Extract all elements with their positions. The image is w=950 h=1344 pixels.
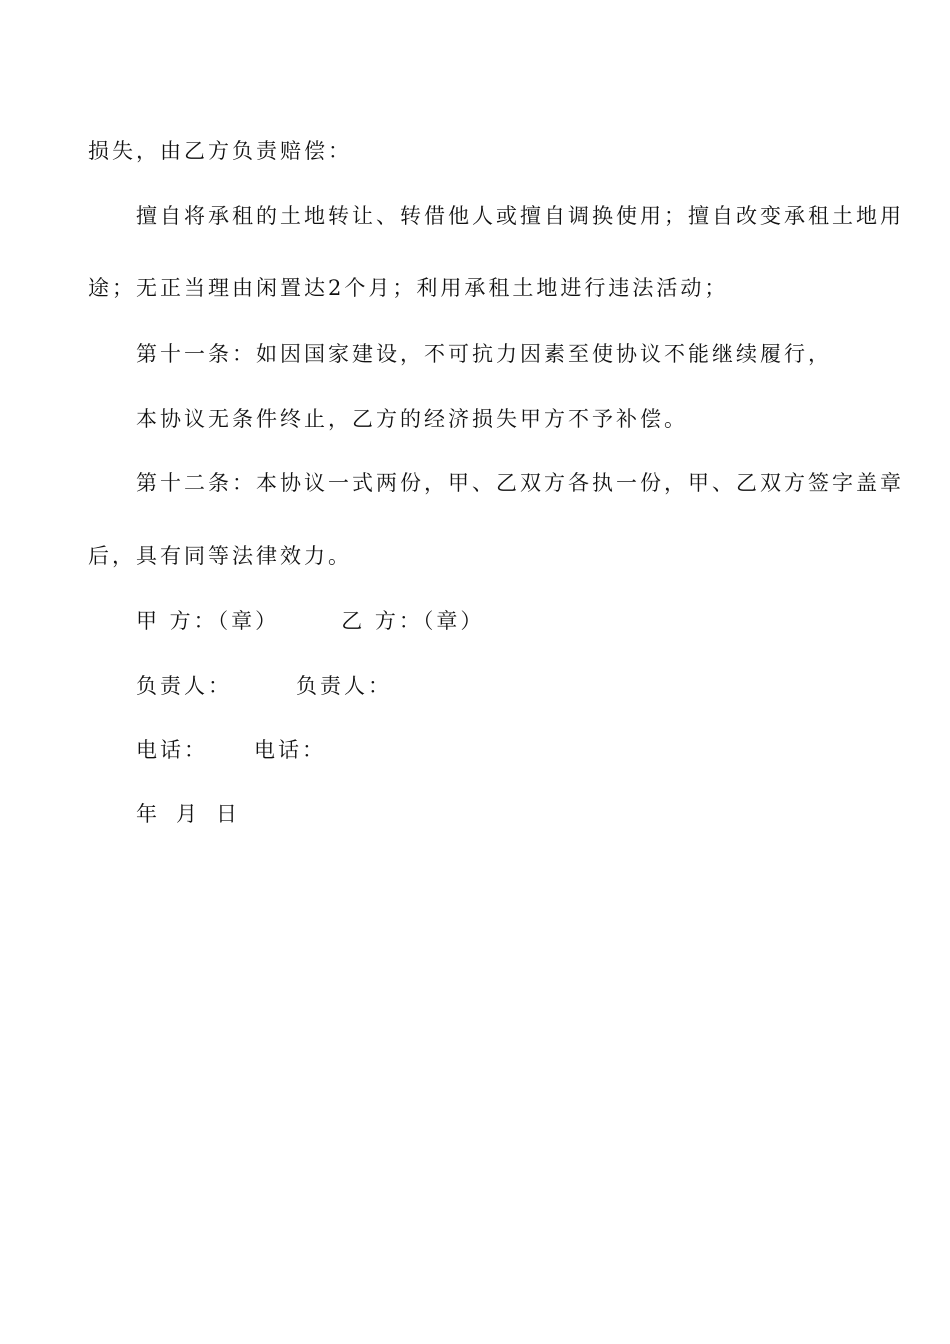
date-day: 日 [216,802,240,826]
article-11-line-1: 第十一条：如因国家建设，不可抗力因素至使协议不能继续履行， [136,342,832,366]
article-12-line-1: 第十二条：本协议一式两份，甲、乙双方各执一份，甲、乙双方签字盖章 [136,471,904,495]
party-b-responsible-person: 负责人： [296,674,392,698]
party-a-seal: 甲 方：（章） [136,609,280,633]
party-a-responsible-person: 负责人： [136,674,232,698]
party-b-phone: 电话： [254,738,326,762]
date-row [136,800,240,828]
article-12-line-2: 后，具有同等法律效力。 [88,544,352,568]
seal-row [136,607,484,635]
paragraph-loss-compensation: 损失，由乙方负责赔偿： [88,139,352,163]
party-a-phone: 电话： [136,738,208,762]
paragraph-violations-line-2: 途；无正当理由闲置达2个月；利用承租土地进行违法活动； [88,276,729,300]
party-b-seal: 乙 方：（章） [341,609,485,633]
article-11-line-2: 本协议无条件终止，乙方的经济损失甲方不予补偿。 [136,407,688,431]
date-month: 月 [176,802,200,826]
responsible-person-row [136,672,392,700]
paragraph-violations-line-1: 擅自将承租的土地转让、转借他人或擅自调换使用；擅自改变承租土地用 [136,204,904,228]
phone-row [136,736,326,764]
date-year: 年 [136,802,160,826]
